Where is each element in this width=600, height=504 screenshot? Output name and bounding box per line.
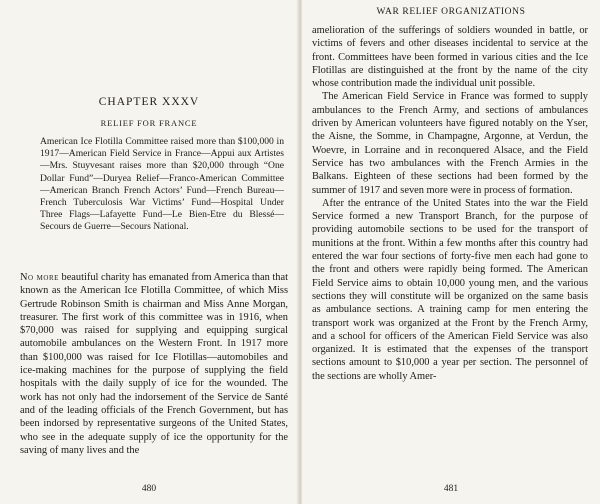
- left-page-number: 480: [141, 484, 157, 494]
- synopsis-text: American Ice Flotilla Committee raised more than $100,000 in 1917—American Field Service in France—Appui aux Artistes—Mrs. Stuyvesant raises more than $20,000 through “One Dollar Fund”—Duryea Relief—Franco-American Committee—American Branch French Actors’ Fund—French Bureau—French Tuberculosis War Victims’ Fund—Hospital Under Three Flags—Lafayette Fund—Le Bien-Etre du Blessé—Secours de Guerre—Secours National.: [40, 136, 284, 233]
- left-page: [0, 0, 298, 504]
- running-head: WAR RELIEF ORGANIZATIONS: [376, 7, 526, 17]
- left-body-text: [20, 271, 288, 457]
- right-body-text: [312, 24, 588, 383]
- lead-small-caps: No more: [20, 272, 59, 283]
- chapter-heading: CHAPTER XXXV: [98, 96, 200, 108]
- chapter-subtitle: RELIEF FOR FRANCE: [100, 118, 198, 128]
- left-paragraph: [20, 271, 288, 457]
- right-paragraph-1: amelioration of the sufferings of soldiers wounded in battle, or victims of fevers and other diseases incidental to service at the front. Committees have been formed in various cities and the Ice Flotillas are distinguished at the front by the name of the city whose contribution made the individual unit possible.: [312, 25, 588, 90]
- right-paragraph-2: The American Field Service in France was formed to supply ambulances to the French Army, and sections of ambulances driven by American volunteers have figured notably on the Yser, the Aisne, the Somme, in Champagne, Argonne, at Verdun, the Woevre, in Lorraine and in reconquered Alsace, and the Field Service has two ambulances with the French Armies in the Balkans. Eighteen of these sections had been formed by the summer of 1917 and seven more were in process of formation.: [312, 91, 588, 196]
- right-page-number: 481: [443, 484, 459, 494]
- right-page: [302, 0, 600, 504]
- chapter-synopsis: [40, 136, 284, 234]
- right-paragraph-3: After the entrance of the United States into the war the Field Service formed a new Transport Branch, for the purpose of providing automobile sections to be used for the transport of munitions at the front. Within a few months after this country had entered the war four sections of forty-five men each had gone to the front and others were rapidly being formed. The American Field Service aims to obtain 10,000 young men, and the various sections they will constitute will be organized on the same basis as ambulance sections. A training camp for men entering the transport work was organized at the Front by the French Army, and a school for officers of the American Field Service was also organized. It is estimated that the expenses of the transport sections amount to $10,000 a year per section. The personnel of the sections are wholly Amer-: [312, 197, 588, 382]
- left-paragraph-text: beautiful charity has emanated from America than that known as the American Ice Flotilla Committee, of which Miss Gertrude Robinson Smith is chairman and Miss Anne Morgan, treasurer. The first work of this committee was in 1916, when $70,000 was raised for supplying and equipping surgical automobile ambulances on the Western Front. In 1917 more than $100,000 was raised for Ice Flotillas—automobiles and ice-making machines for the purpose of supplying the field hospitals with the daily supply of ice for the wounded. The work has not only had the indorsement of the Service de Santé and of the leading officials of the French Government, but has been indorsed by representative surgeons of the United States, who see in the adequate supply of ice the opportunity for the saving of many lives and the: [20, 272, 288, 456]
